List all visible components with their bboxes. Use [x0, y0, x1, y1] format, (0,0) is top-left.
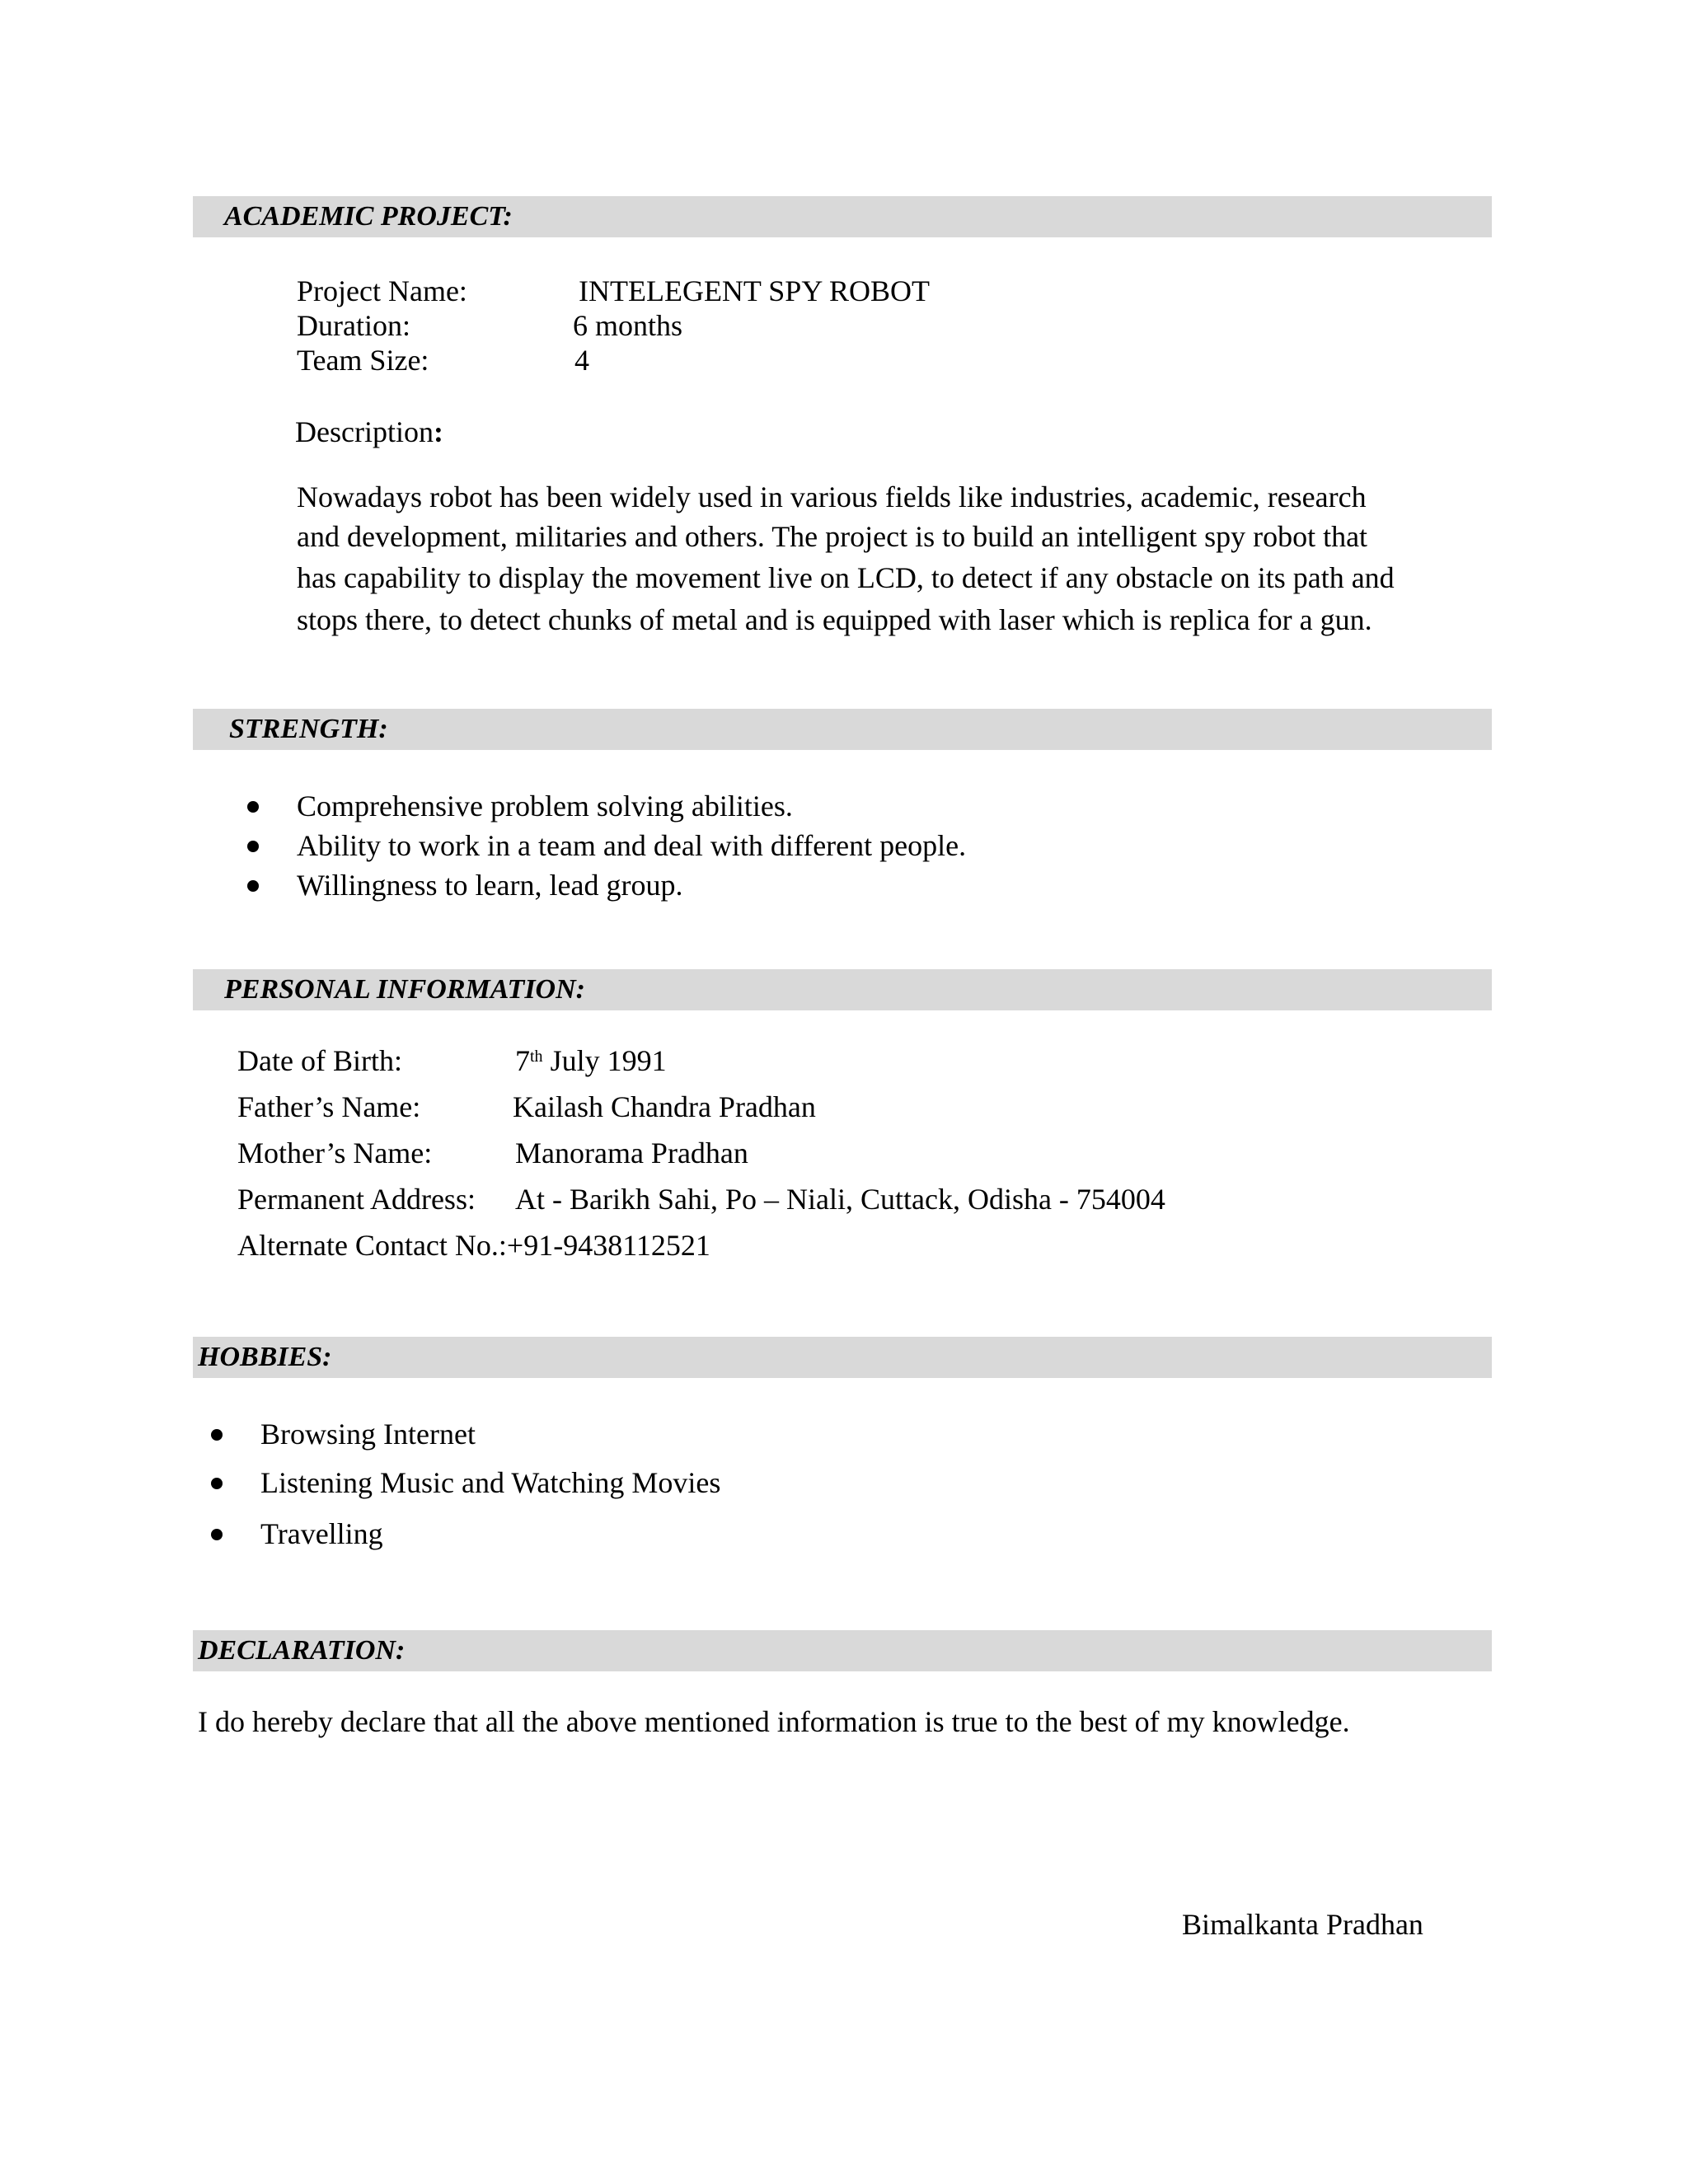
alt-contact	[237, 1228, 710, 1263]
description-label	[295, 415, 443, 449]
declaration-heading: DECLARATION:	[198, 1635, 406, 1666]
strength-item-2: Ability to work in a team and deal with different people.	[297, 829, 967, 862]
duration-value: 6 months	[573, 309, 683, 342]
team-size-value: 4	[574, 344, 589, 377]
signature-name: Bimalkanta Pradhan	[1182, 1908, 1423, 1941]
dob-suffix: th	[530, 1047, 543, 1066]
strength-bullet-icon	[247, 841, 259, 852]
description-line-3: has capability to display the movement live on LCD, to detect if any obstacle on its path and	[297, 561, 1395, 594]
hobby-bullet-icon	[211, 1529, 223, 1540]
hobby-item-3: Travelling	[260, 1517, 383, 1550]
personal-info-heading: PERSONAL INFORMATION:	[224, 974, 585, 1005]
hobby-bullet-icon	[211, 1478, 223, 1489]
dob-label: Date of Birth:	[237, 1044, 402, 1077]
hobby-item-2: Listening Music and Watching Movies	[260, 1466, 721, 1499]
address-value: At - Barikh Sahi, Po – Niali, Cuttack, Odisha - 754004	[515, 1183, 1165, 1216]
description-colon: :	[433, 415, 443, 448]
description-line-2: and development, militaries and others. The project is to build an intelligent spy robot that	[297, 520, 1368, 553]
dob-day: 7	[515, 1044, 530, 1077]
mother-value: Manorama Pradhan	[515, 1137, 748, 1169]
alt-contact-value: +91-9438112521	[506, 1229, 710, 1262]
strength-item-3: Willingness to learn, lead group.	[297, 869, 683, 902]
strength-heading: STRENGTH:	[229, 714, 388, 744]
duration-label: Duration:	[297, 309, 410, 342]
strength-header-band	[193, 709, 1492, 750]
description-line-4: stops there, to detect chunks of metal and is equipped with laser which is replica for a gun.	[297, 603, 1372, 636]
personal-info-header-band	[193, 969, 1492, 1010]
hobby-item-1: Browsing Internet	[260, 1418, 476, 1451]
strength-bullet-icon	[247, 880, 259, 892]
academic-project-heading: ACADEMIC PROJECT:	[224, 201, 513, 232]
strength-item-1: Comprehensive problem solving abilities.	[297, 790, 793, 823]
hobby-bullet-icon	[211, 1429, 223, 1441]
father-value: Kailash Chandra Pradhan	[513, 1090, 816, 1123]
mother-label: Mother’s Name:	[237, 1137, 433, 1169]
dob-rest: July 1991	[542, 1044, 667, 1077]
description-label-text: Description	[295, 415, 434, 448]
project-name-label: Project Name:	[297, 274, 467, 307]
hobbies-heading: HOBBIES:	[198, 1342, 332, 1372]
dob-value	[515, 1043, 667, 1078]
description-line-1: Nowadays robot has been widely used in various fields like industries, academic, research	[297, 480, 1367, 513]
address-label: Permanent Address:	[237, 1183, 476, 1216]
declaration-header-band	[193, 1630, 1492, 1671]
father-label: Father’s Name:	[237, 1090, 421, 1123]
declaration-text: I do hereby declare that all the above mentioned information is true to the best of my knowledge.	[198, 1705, 1350, 1738]
alt-contact-label: Alternate Contact No.:	[237, 1229, 507, 1262]
strength-bullet-icon	[247, 801, 259, 813]
project-name-value: INTELEGENT SPY ROBOT	[579, 274, 930, 307]
hobbies-header-band	[193, 1337, 1492, 1378]
academic-project-header-band	[193, 196, 1492, 237]
team-size-label: Team Size:	[297, 344, 429, 377]
